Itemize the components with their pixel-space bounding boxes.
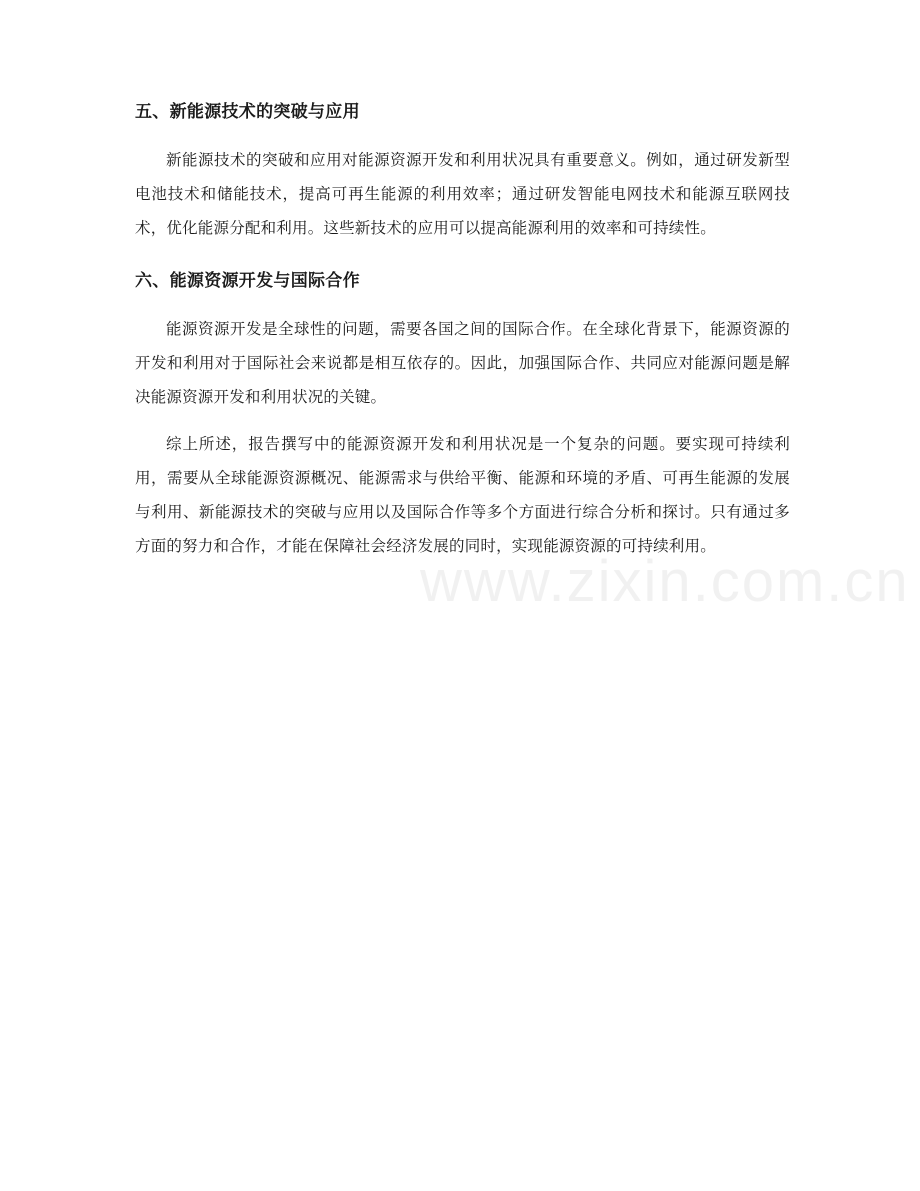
paragraph: 能源资源开发是全球性的问题，需要各国之间的国际合作。在全球化背景下，能源资源的开发和利用对于国际社会来说都是相互依存的。因此，加强国际合作、共同应对能源问题是解决能源资源开发和利用状况的关键。 (135, 320, 790, 406)
section-international-cooperation (135, 269, 790, 563)
section-new-energy-tech (135, 100, 790, 245)
document-body (135, 100, 790, 576)
section-heading: 六、能源资源开发与国际合作 (135, 271, 360, 291)
paragraph-conclusion: 综上所述，报告撰写中的能源资源开发和利用状况是一个复杂的问题。要实现可持续利用，需要从全球能源资源概况、能源需求与供给平衡、能源和环境的矛盾、可再生能源的发展与利用、新能源技术的突破与应用以及国际合作等多个方面进行综合分析和探讨。只有通过多方面的努力和合作，才能在保障社会经济发展的同时，实现能源资源的可持续利用。 (135, 435, 790, 555)
watermark: www.zixin.com.cn (420, 549, 910, 614)
paragraph: 新能源技术的突破和应用对能源资源开发和利用状况具有重要意义。例如，通过研发新型电池技术和储能技术，提高可再生能源的利用效率；通过研发智能电网技术和能源互联网技术，优化能源分配和利用。这些新技术的应用可以提高能源利用的效率和可持续性。 (135, 151, 790, 237)
section-heading: 五、新能源技术的突破与应用 (135, 102, 360, 122)
